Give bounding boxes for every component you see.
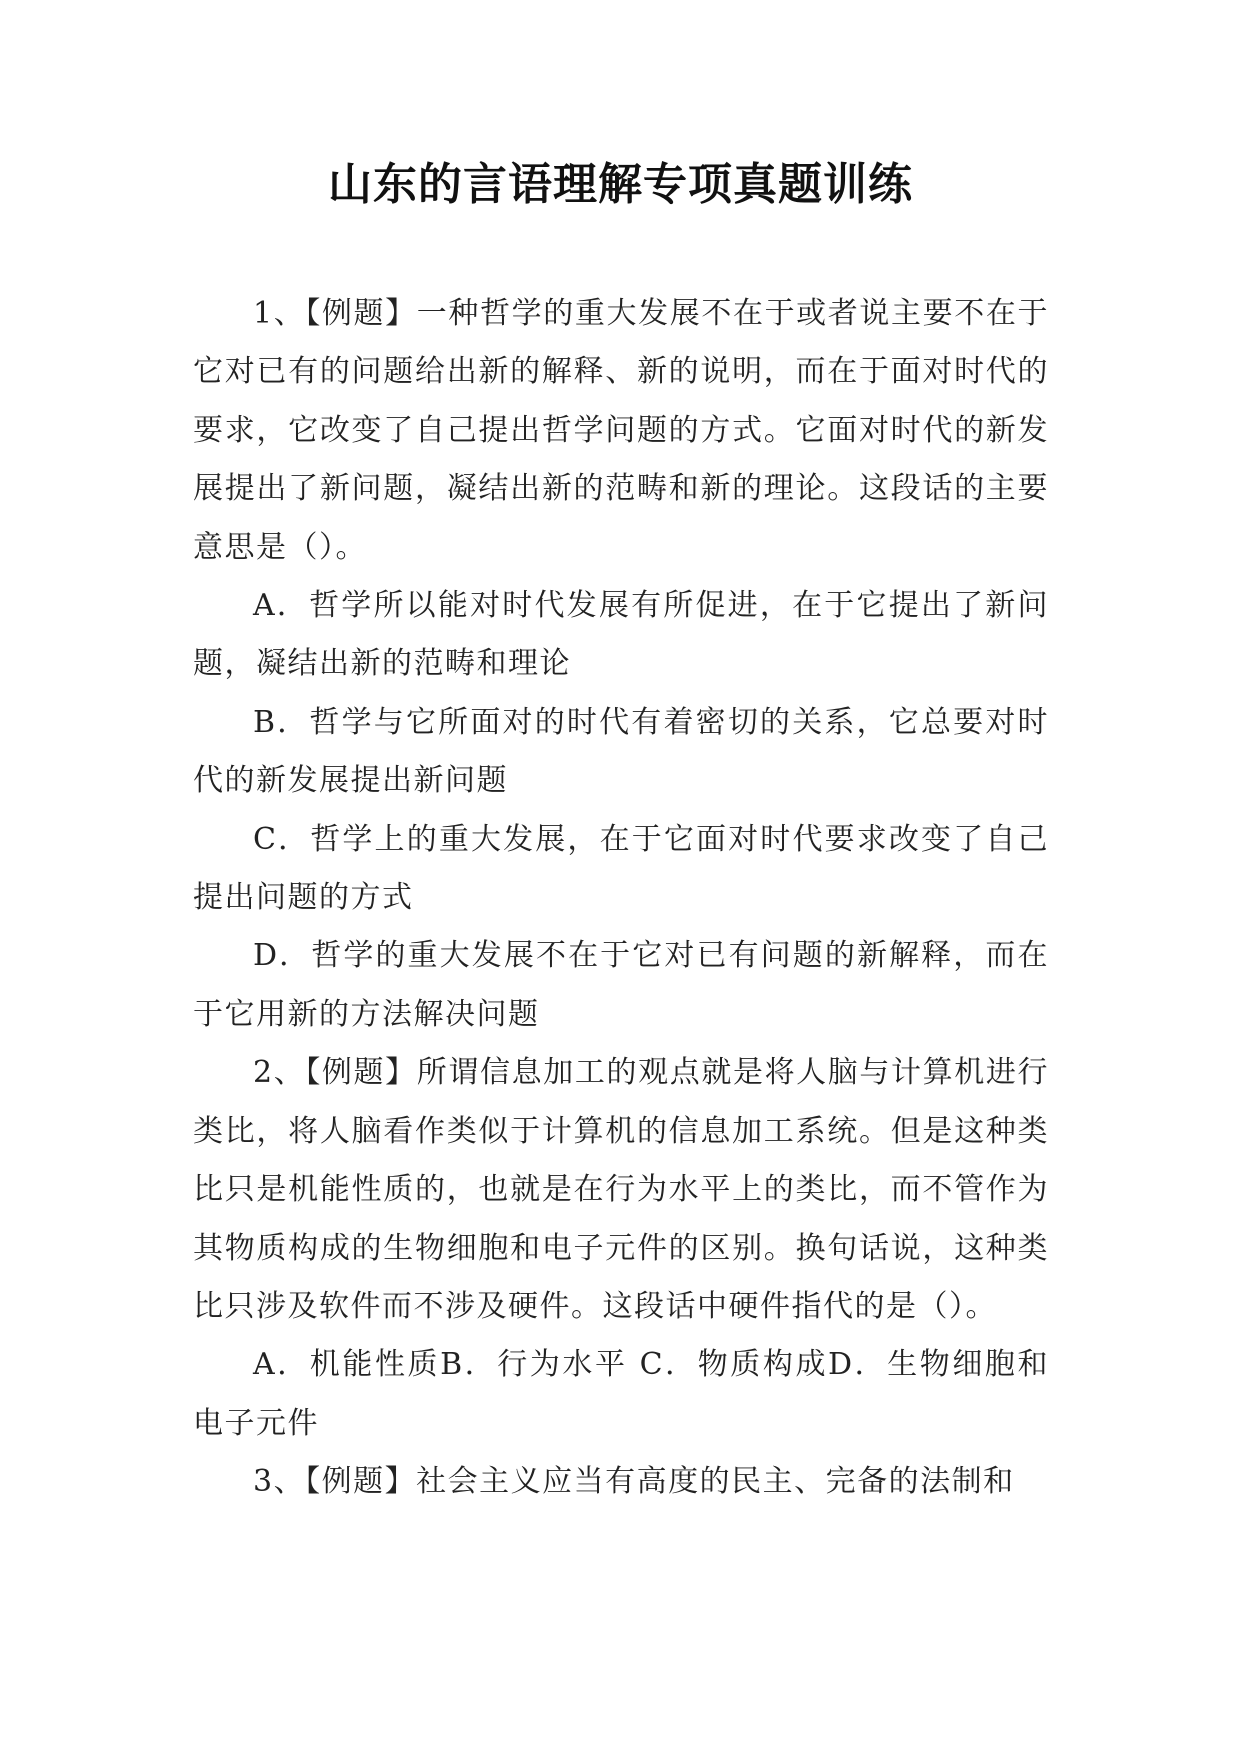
question-1-option-b: B．哲学与它所面对的时代有着密切的关系，它总要对时代的新发展提出新问题 xyxy=(193,704,1049,799)
question-1-option-d: D．哲学的重大发展不在于它对已有问题的新解释，而在于它用新的方法解决问题 xyxy=(193,938,1049,1032)
question-1-option-a: A．哲学所以能对时代发展有所促进，在于它提出了新问题，凝结出新的范畴和理论 xyxy=(193,588,1049,682)
document-title: 山东的言语理解专项真题训练 xyxy=(328,159,913,210)
question-1-option-c: C．哲学上的重大发展，在于它面对时代要求改变了自己提出问题的方式 xyxy=(193,821,1049,916)
question-3-stem: 3、【例题】社会主义应当有高度的民主、完备的法制和 xyxy=(253,1464,1015,1500)
question-2-stem: 2、【例题】所谓信息加工的观点就是将人脑与计算机进行类比，将人脑看作类似于计算机的信息加工系统。但是这种类比只是机能性质的，也就是在行为水平上的类比，而不管作为其物质构成的生物细胞和电子元件的区别。换句话说，这种类比只涉及软件而不涉及硬件。这段话中硬件指代的是（）。 xyxy=(193,1055,1049,1324)
question-2-options: A．机能性质B．行为水平 C．物质构成D．生物细胞和电子元件 xyxy=(193,1347,1049,1441)
document-body xyxy=(193,285,1049,1512)
question-1-stem: 1、【例题】一种哲学的重大发展不在于或者说主要不在于它对已有的问题给出新的解释、新的说明，而在于面对时代的要求，它改变了自己提出哲学问题的方式。它面对时代的新发展提出了新问题，凝结出新的范畴和新的理论。这段话的主要意思是（）。 xyxy=(193,296,1049,565)
